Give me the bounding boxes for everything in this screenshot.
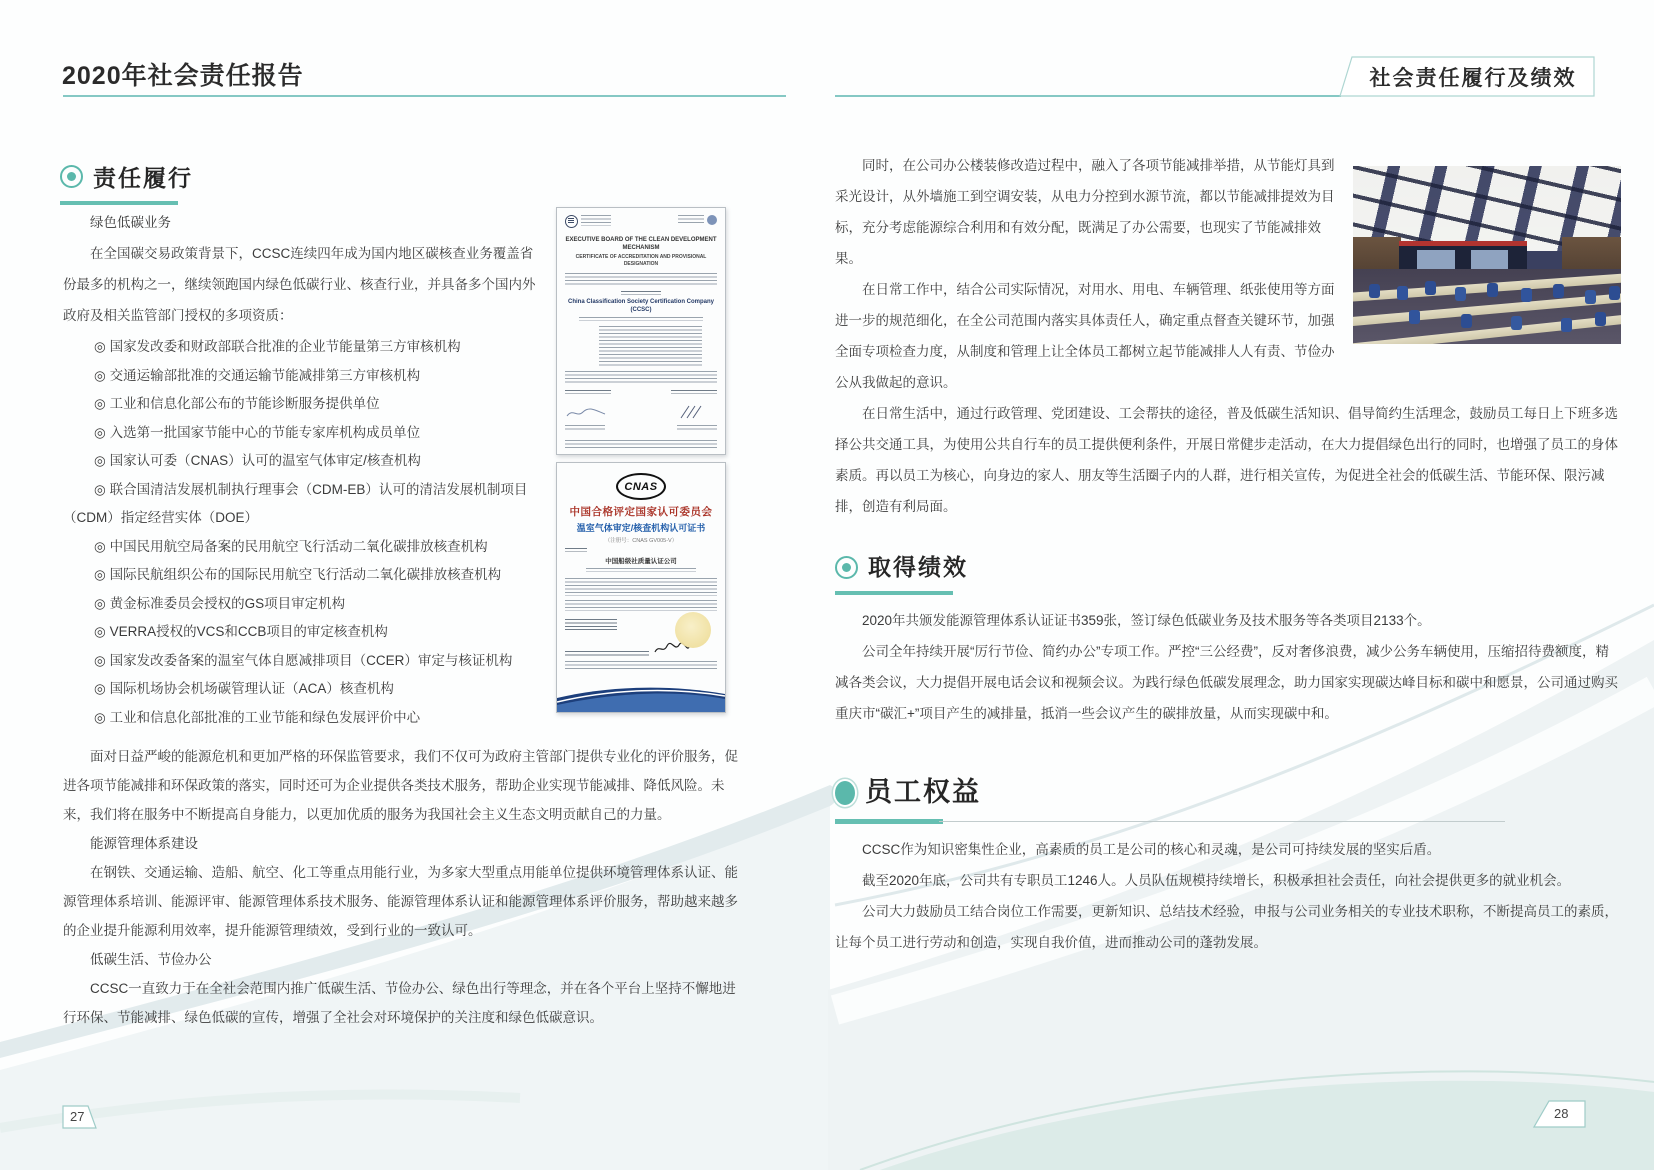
section-title: 责任履行 [93, 165, 193, 191]
paragraph: 截至2020年底，公司共有专职员工1246人。人员队伍规模持续增长，积极承担社会责任，向社会提供更多的就业机会。 [862, 873, 1571, 888]
subheading-green-lowcarbon: 绿色低碳业务 [90, 215, 171, 230]
section-underline [60, 201, 178, 205]
paragraph: CCSC作为知识密集性企业，高素质的员工是公司的核心和灵魂，是公司可持续发展的坚实后盾。 [862, 842, 1441, 857]
paragraph: CCSC一直致力于在全社会范围内推广低碳生活、节俭办公、绿色出行等理念，并在各个平台上坚持不懈地进行环保、节能减排、绿色低碳的宣传，增强了全社会对环境保护的关注度和绿色低碳意识。 [63, 981, 736, 1025]
paragraph: 在日常生活中，通过行政管理、党团建设、工会帮扶的途径，普及低碳生活知识、倡导简约生活理念，鼓励员工每日上下班多选择公共交通工具，为使用公共自行车的员工提供便利条件，开展日常健步走活动，在大力提倡绿色出行的同时，也增强了员工的身体素质。再以员工为核心，向身边的家人、朋友等生活圈子内的人群，进行相关宣传，为促进全社会的低碳生活、节能环保、限污减排，创造有利局面。 [835, 406, 1618, 514]
cdm-certificate-image [556, 207, 726, 455]
paragraph: 公司大力鼓励员工结合岗位工作需要，更新知识、总结技术经验，申报与公司业务相关的专业技术职称，不断提高员工的素质，让每个员工进行劳动和创造，实现自我价值，进而推动公司的蓬勃发展。 [835, 904, 1618, 950]
cdm-cert-title: EXECUTIVE BOARD OF THE CLEAN DEVELOPMENT MECHANISM [565, 237, 717, 251]
cdm-cert-company: China Classification Society Certification Company (CCSC) [567, 299, 715, 313]
list-item: ◎ 国际机场协会机场碳管理认证（ACA）核查机构 [63, 675, 545, 704]
section-title: 取得绩效 [868, 554, 968, 580]
intro-paragraph: 在全国碳交易政策背景下，CCSC连续四年成为国内地区碳核查业务覆盖省份最多的机构之一，继续领跑国内绿色低碳行业、核查行业，并具备多个国内外政府及相关监管部门授权的多项资质： [63, 246, 536, 323]
cdm-cert-subtitle: CERTIFICATE OF ACCREDITATION AND PROVISIONAL DESIGNATION [575, 254, 707, 267]
cnas-holder-name: 中国船级社质量认证公司 [605, 558, 677, 565]
section-underline [835, 591, 953, 595]
paragraph: 面对日益严峻的能源危机和更加严格的环保监管要求，我们不仅可为政府主管部门提供专业化的评价服务，促进各项节能减排和环保政策的落实，同时还可为企业提供各类技术服务，帮助企业实现节能减排、降低风险。未来，我们将在服务中不断提高自身能力，以更加优质的服务为我国社会主义生态文明贡献自己的力量。 [63, 749, 738, 822]
list-item: ◎ 中国民用航空局备案的民用航空飞行活动二氧化碳排放核查机构 [63, 533, 545, 562]
section-title: 员工权益 [865, 777, 981, 807]
responsibility-intro-block [63, 207, 545, 732]
paragraph: 公司全年持续开展“厉行节俭、简约办公”专项工作。严控“三公经费”，反对奢侈浪费，减少公务车辆使用，压缩招待费额度，精减各类会议，大力提倡开展电话会议和视频会议。为践行绿色低碳发展理念，助力国家实现碳达峰目标和碳中和愿景，公司通过购买重庆市“碳汇+”项目产生的减排量，抵消一些会议产生的碳排放量，从而实现碳中和。 [835, 644, 1618, 721]
list-item: ◎ VERRA授权的VCS和CCB项目的审定核查机构 [63, 618, 545, 647]
meeting-room-photo [1353, 166, 1621, 344]
qualification-list [63, 333, 545, 732]
audience-chairs [1369, 284, 1380, 298]
signature-left [565, 406, 607, 420]
right-page-title: 社会责任履行及绩效 [1369, 67, 1577, 90]
list-item: ◎ 黄金标准委员会授权的GS项目审定机构 [63, 590, 545, 619]
cnas-cert-title: 温室气体审定/核查机构认可证书 [576, 523, 706, 533]
list-item: ◎ 国际民航组织公布的国际民用航空飞行活动二氧化碳排放核查机构 [63, 561, 545, 590]
list-item: ◎ 入选第一批国家节能中心的节能专家库机构成员单位 [63, 419, 545, 448]
cnas-org-name: 中国合格评定国家认可委员会 [569, 506, 713, 518]
section-long-rule [939, 821, 1505, 822]
list-item: ◎ 工业和信息化部批准的工业节能和绿色发展评价中心 [63, 704, 545, 733]
list-item: ◎ 国家认可委（CNAS）认可的温室气体审定/核查机构 [63, 447, 545, 476]
right-page-number: 28 [1554, 1106, 1569, 1121]
list-item: ◎ 国家发改委备案的温室气体自愿减排项目（CCER）审定与核证机构 [63, 647, 545, 676]
section-bullet-icon [835, 556, 858, 579]
paragraph: 同时，在公司办公楼装修改造过程中，融入了各项节能减排举措，从节能灯具到采光设计，从外墙施工到空调安装，从电力分控到水源节流，都以节能减排提效为目标，充分考虑能源综合利用和有效分配，既满足了办公需要，也现实了节能减排效果。 [835, 158, 1335, 266]
paragraph: 在日常工作中，结合公司实际情况，对用水、用电、车辆管理、纸张使用等方面进一步的规范细化，在全公司范围内落实具体责任人，确定重点督查关键环节，加强全面专项检查力度，从制度和管理上让全体员工都树立起节能减排人人有责、节俭办公从我做起的意识。 [835, 282, 1335, 390]
responsibility-lower-block [63, 742, 739, 1032]
left-header-rule [63, 95, 786, 97]
certificate-seal [675, 612, 711, 648]
section-bullet-icon [60, 165, 83, 188]
section-underline [835, 819, 943, 824]
list-item: ◎ 交通运输部批准的交通运输节能减排第三方审核机构 [63, 362, 545, 391]
cnas-logo: CNAS [616, 473, 666, 500]
list-item: ◎ 国家发改委和财政部联合批准的企业节能量第三方审核机构 [63, 333, 545, 362]
paragraph: 在钢铁、交通运输、造船、航空、化工等重点用能行业，为多家大型重点用能单位提供环境管理体系认证、能源管理体系培训、能源评审、能源管理体系技术服务、能源管理体系认证和能源管理体系评价服务，帮助越来越多的企业提升能源利用效率，提升能源管理绩效，受到行业的一致认可。 [63, 865, 738, 938]
unfccc-logo-icon [565, 215, 578, 228]
certificate-wave-graphic [557, 682, 725, 712]
cnas-certificate-image [556, 462, 726, 713]
section-bullet-icon [835, 781, 855, 805]
left-page-number: 27 [70, 1109, 85, 1124]
signature-right [677, 404, 703, 420]
section-head-employee-rights [835, 777, 1621, 808]
subheading-lowcarbon-office: 低碳生活、节俭办公 [90, 952, 212, 967]
subheading-energy-mgmt: 能源管理体系建设 [90, 836, 198, 851]
un-emblem-icon [707, 215, 717, 225]
section-head-performance [835, 552, 1621, 583]
cnas-reg-no: （注册号：CNAS GV005-V） [604, 538, 678, 544]
right-header-rule [835, 95, 1341, 97]
paragraph: 2020年共颁发能源管理体系认证证书359张，签订绿色低碳业务及技术服务等各类项目2133个。 [862, 613, 1431, 628]
list-item: ◎ 联合国清洁发展机制执行理事会（CDM-EB）认可的清洁发展机制项目（CDM）指定经营实体（DOE） [63, 476, 545, 533]
left-page-title: 2020年社会责任报告 [62, 62, 304, 90]
right-page-content [835, 150, 1621, 958]
list-item: ◎ 工业和信息化部公布的节能诊断服务提供单位 [63, 390, 545, 419]
